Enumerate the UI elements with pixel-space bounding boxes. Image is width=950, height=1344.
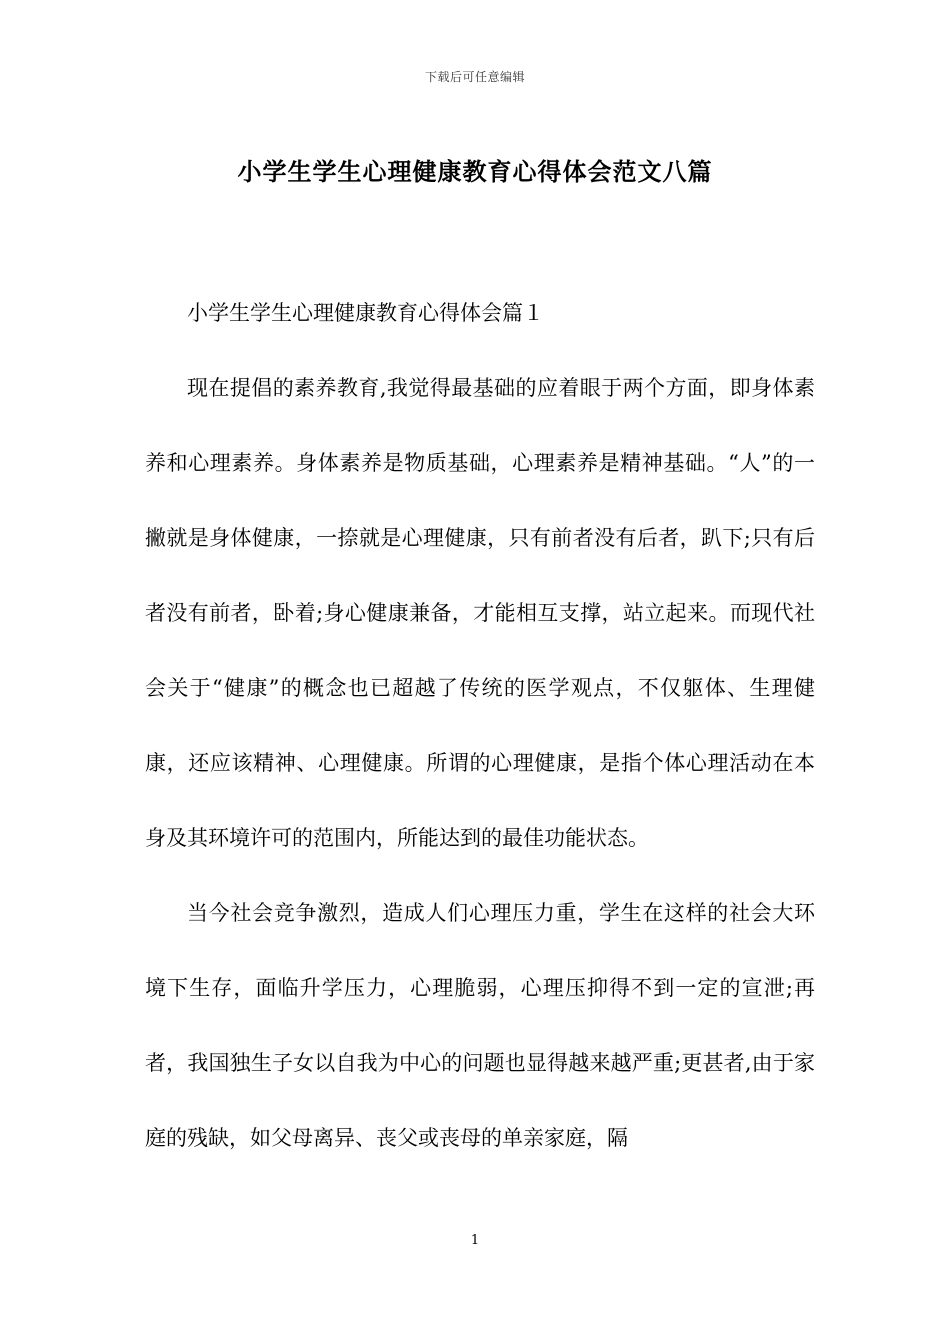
paragraph: 当今社会竞争激烈，造成人们心理压力重，学生在这样的社会大环境下生存，面临升学压力，心理脆弱，心理压抑得不到一定的宣泄;再者，我国独生子女以自我为中心的问题也显得越来越严重;更甚者,由于家庭的残缺，如父母离异、丧父或丧母的单亲家庭，隔 xyxy=(145,901,815,1150)
document-body xyxy=(145,276,815,1176)
page-number: 1 xyxy=(470,1233,480,1248)
section-heading: 小学生学生心理健康教育心得体会篇１ xyxy=(187,301,544,325)
document-title: 小学生学生心理健康教育心得体会范文八篇 xyxy=(237,157,713,186)
header-note: 下载后可任意编辑 xyxy=(424,70,525,84)
paragraph: 现在提倡的素养教育,我觉得最基础的应着眼于两个方面，即身体素养和心理素养。身体素养是物质基础，心理素养是精神基础。“人”的一撇就是身体健康，一捺就是心理健康，只有前者没有后者，趴下;只有后者没有前者，卧着;身心健康兼备，才能相互支撑，站立起来。而现代社会关于“健康”的概念也已超越了传统的医学观点，不仅躯体、生理健康，还应该精神、心理健康。所谓的心理健康，是指个体心理活动在本身及其环境许可的范围内，所能达到的最佳功能状态。 xyxy=(145,376,815,850)
